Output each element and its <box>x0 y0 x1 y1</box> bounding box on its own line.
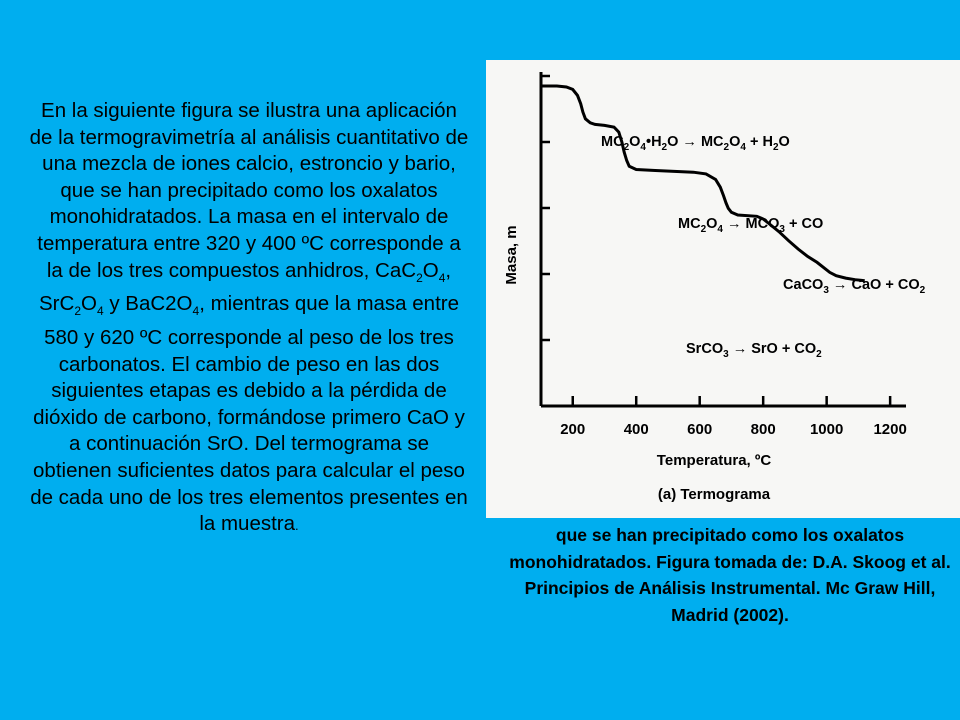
thermogram-svg <box>486 60 960 518</box>
x-tick-label: 1200 <box>873 421 907 438</box>
formula-src2o4: $SrC_2O_4$ <box>38 292 104 319</box>
x-axis-ticks <box>560 396 907 438</box>
reaction-label-4: SrCO$_3$ → SrO + $CO_2$ <box>686 341 822 360</box>
x-tick-label: 600 <box>687 421 713 438</box>
x-tick-label: 400 <box>623 421 649 438</box>
thermogram-curve <box>541 86 865 281</box>
body-text-end: . <box>295 518 299 534</box>
body-text-part: En la siguiente figura se ilustra una aplicación de la termogravimetría al análisis cuantitativo de una mezcla de iones calcio, estroncio y bario, que se han precipitado como los oxalatos monohidratados. La masa en el intervalo de temperatura entre 320 y 400 ºC corresponde a la de los tres compuestos anhidros, <box>29 99 469 282</box>
formula-cac2o4: $CaC_2O_4$ <box>375 258 446 285</box>
x-tick-label: 200 <box>560 421 586 438</box>
x-axis-label: Temperatura, ºC <box>656 452 772 469</box>
formula-bac2o: y BaC2O <box>103 292 193 316</box>
body-paragraph <box>28 98 470 540</box>
figure-caption: que se han precipitado como los oxalatos monohidratados. Figura tomada de: D.A. Skoog et al. Principios de Análisis Instrumental. Mc Graw Hill, Madrid (2002). <box>509 525 951 625</box>
reaction-label-3: CaCO$_3$ → CaO + $CO_2$ <box>783 277 926 296</box>
reaction-label-1: $MC_2O_4•H_2O \to MC_2O_4 + H_2O$ <box>601 134 790 153</box>
x-tick-label: 1000 <box>809 421 844 438</box>
panel-label: (a) Termograma <box>657 486 771 503</box>
y-axis-label: Masa, m <box>503 225 520 285</box>
x-tick-label: 800 <box>750 421 776 438</box>
body-text-sep: , <box>445 258 452 282</box>
reaction-label-2: $MC_2O_4 \to MCO_3$ + CO <box>678 216 824 235</box>
body-text-part: , mientras que la masa entre 580 y 620 ºC corresponde al peso de los tres carbonatos. El cambio de peso en las dos siguientes etapas es debido a la pérdida de dióxido de carbono, formándose primero CaO y a continuación SrO. Del termograma se obtienen suficientes datos para calcular el peso de cada uno de los tres elementos presentes en la muestra <box>30 292 468 536</box>
thermogram-figure <box>486 60 960 518</box>
formula-subscript: 4 <box>192 304 200 319</box>
